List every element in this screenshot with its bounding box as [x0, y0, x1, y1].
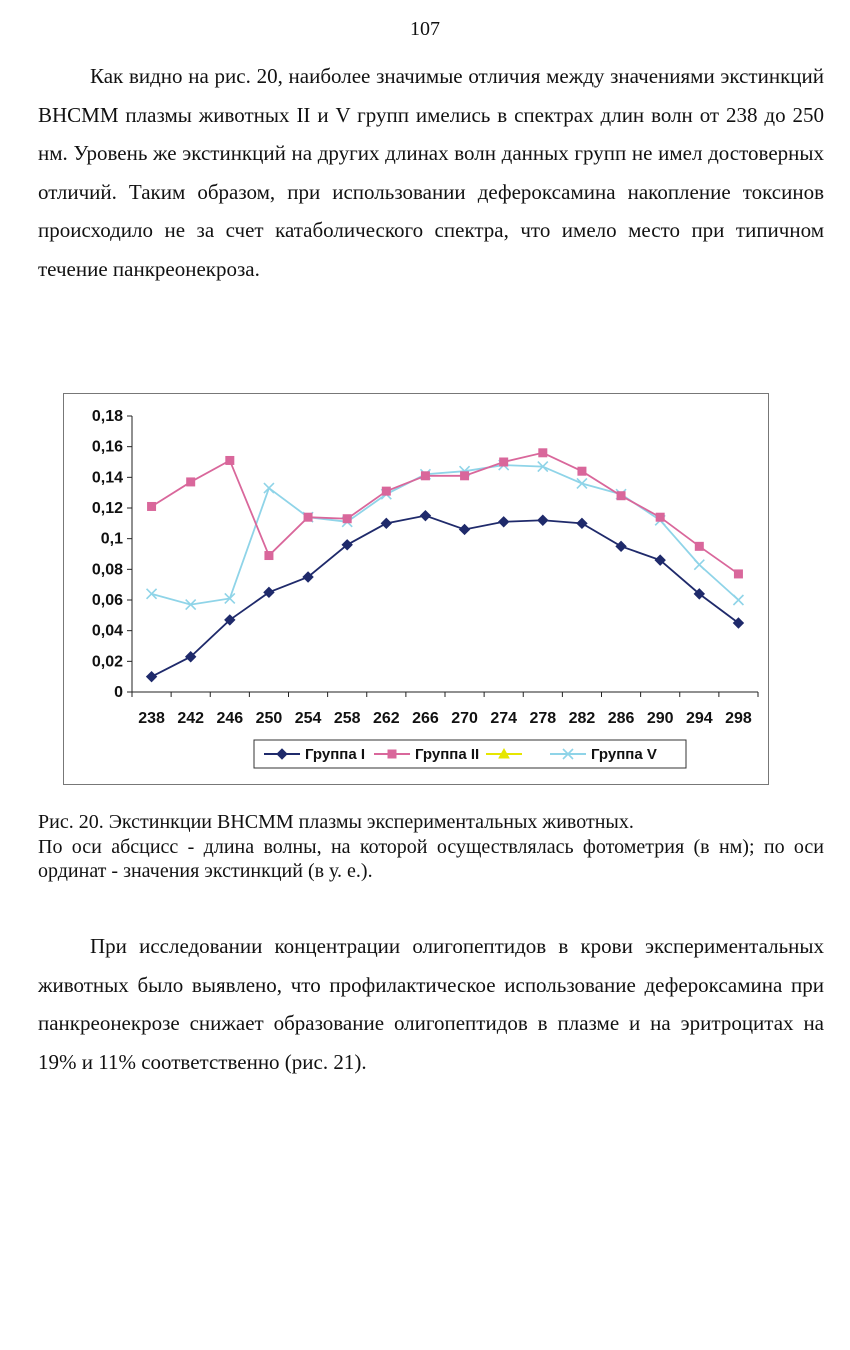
- legend-marker: [388, 750, 396, 758]
- series-point-1: [382, 487, 390, 495]
- x-tick-label: 250: [255, 710, 283, 727]
- series-point-1: [734, 570, 742, 578]
- y-tick-label: 0,06: [91, 592, 123, 609]
- series-point-0: [499, 517, 509, 527]
- series-point-1: [148, 502, 156, 510]
- series-point-3: [733, 595, 743, 605]
- x-tick-label: 254: [294, 710, 322, 727]
- legend-label: Группа V: [591, 746, 657, 763]
- series-point-1: [304, 513, 312, 521]
- x-tick-label: 246: [216, 710, 244, 727]
- paragraph-oligopeptides: При исследовании концентрации олигопептидов в крови экспериментальных животных было выявлено, что профилактическое использование дефероксамина при панкреонекрозе снижает образование олигопептидов в плазме и на эритроцитах на 19% и 11% соответственно (рис. 21).: [38, 934, 824, 1074]
- series-point-0: [420, 511, 430, 521]
- x-tick-label: 290: [646, 710, 674, 727]
- series-point-0: [460, 524, 470, 534]
- series-point-0: [616, 541, 626, 551]
- x-tick-label: 270: [451, 710, 478, 727]
- y-tick-label: 0,08: [91, 561, 123, 579]
- x-tick-label: 266: [412, 710, 439, 727]
- series-point-1: [421, 472, 429, 480]
- x-tick-label: 294: [685, 710, 713, 727]
- series-point-1: [656, 513, 664, 521]
- series-point-1: [187, 478, 195, 486]
- y-tick-label: 0,14: [91, 469, 123, 487]
- series-point-3: [264, 483, 274, 493]
- y-tick-label: 0,16: [91, 438, 123, 456]
- series-point-0: [577, 518, 587, 528]
- x-tick-label: 282: [568, 710, 596, 727]
- x-tick-label: 242: [177, 710, 205, 727]
- series-point-1: [461, 472, 469, 480]
- paragraph-intro: Как видно на рис. 20, наиболее значимые отличия между значениями экстинкций ВНСММ плазмы животных II и V групп имелись в спектрах длин волн от 238 до 250 нм. Уровень же экстинкций на других длинах волн данных групп не имел достоверных отличий. Таким образом, при использовании дефероксамина накопление токсинов происходило не за счет катаболического спектра, что имело место при типичном течение панкреонекроза.: [38, 64, 824, 281]
- figure-caption-description: По оси абсцисс - длина волны, на которой осуществлялась фотометрия (в нм); по оси ординат - значения экстинкций (в у. е.).: [38, 836, 824, 882]
- x-tick-label: 262: [372, 710, 400, 727]
- series-point-3: [147, 589, 157, 599]
- x-tick-label: 258: [333, 710, 361, 727]
- y-tick-label: 0,1: [100, 530, 123, 548]
- figure-caption-title: Рис. 20. Экстинкции ВНСММ плазмы экспериментальных животных.: [38, 811, 634, 833]
- series-point-3: [577, 478, 587, 488]
- series-point-0: [147, 672, 157, 682]
- y-tick-label: 0,18: [91, 408, 123, 425]
- y-tick-label: 0: [114, 684, 123, 701]
- series-point-1: [265, 552, 273, 560]
- y-tick-label: 0,04: [91, 622, 123, 640]
- x-tick-label: 278: [529, 710, 557, 727]
- x-tick-label: 274: [490, 710, 518, 727]
- series-point-1: [578, 467, 586, 475]
- y-tick-label: 0,12: [91, 500, 123, 517]
- y-tick-label: 0,02: [91, 653, 123, 671]
- series-point-1: [343, 515, 351, 523]
- series-point-3: [694, 560, 704, 570]
- series-point-1: [695, 542, 703, 550]
- chart-svg: [64, 394, 768, 784]
- x-tick-label: 286: [607, 710, 635, 727]
- page-number: 107: [410, 18, 440, 40]
- legend-label: Группа II: [415, 746, 480, 763]
- series-point-0: [381, 518, 391, 528]
- series-point-1: [226, 456, 234, 464]
- series-point-0: [538, 515, 548, 525]
- extinction-chart: [63, 393, 769, 785]
- x-tick-label: 238: [138, 710, 165, 727]
- x-tick-label: 298: [725, 710, 752, 727]
- series-point-1: [539, 449, 547, 457]
- series-point-1: [500, 458, 508, 466]
- legend-label: Группа I: [305, 746, 366, 763]
- series-line-0: [152, 516, 739, 677]
- series-point-1: [617, 492, 625, 500]
